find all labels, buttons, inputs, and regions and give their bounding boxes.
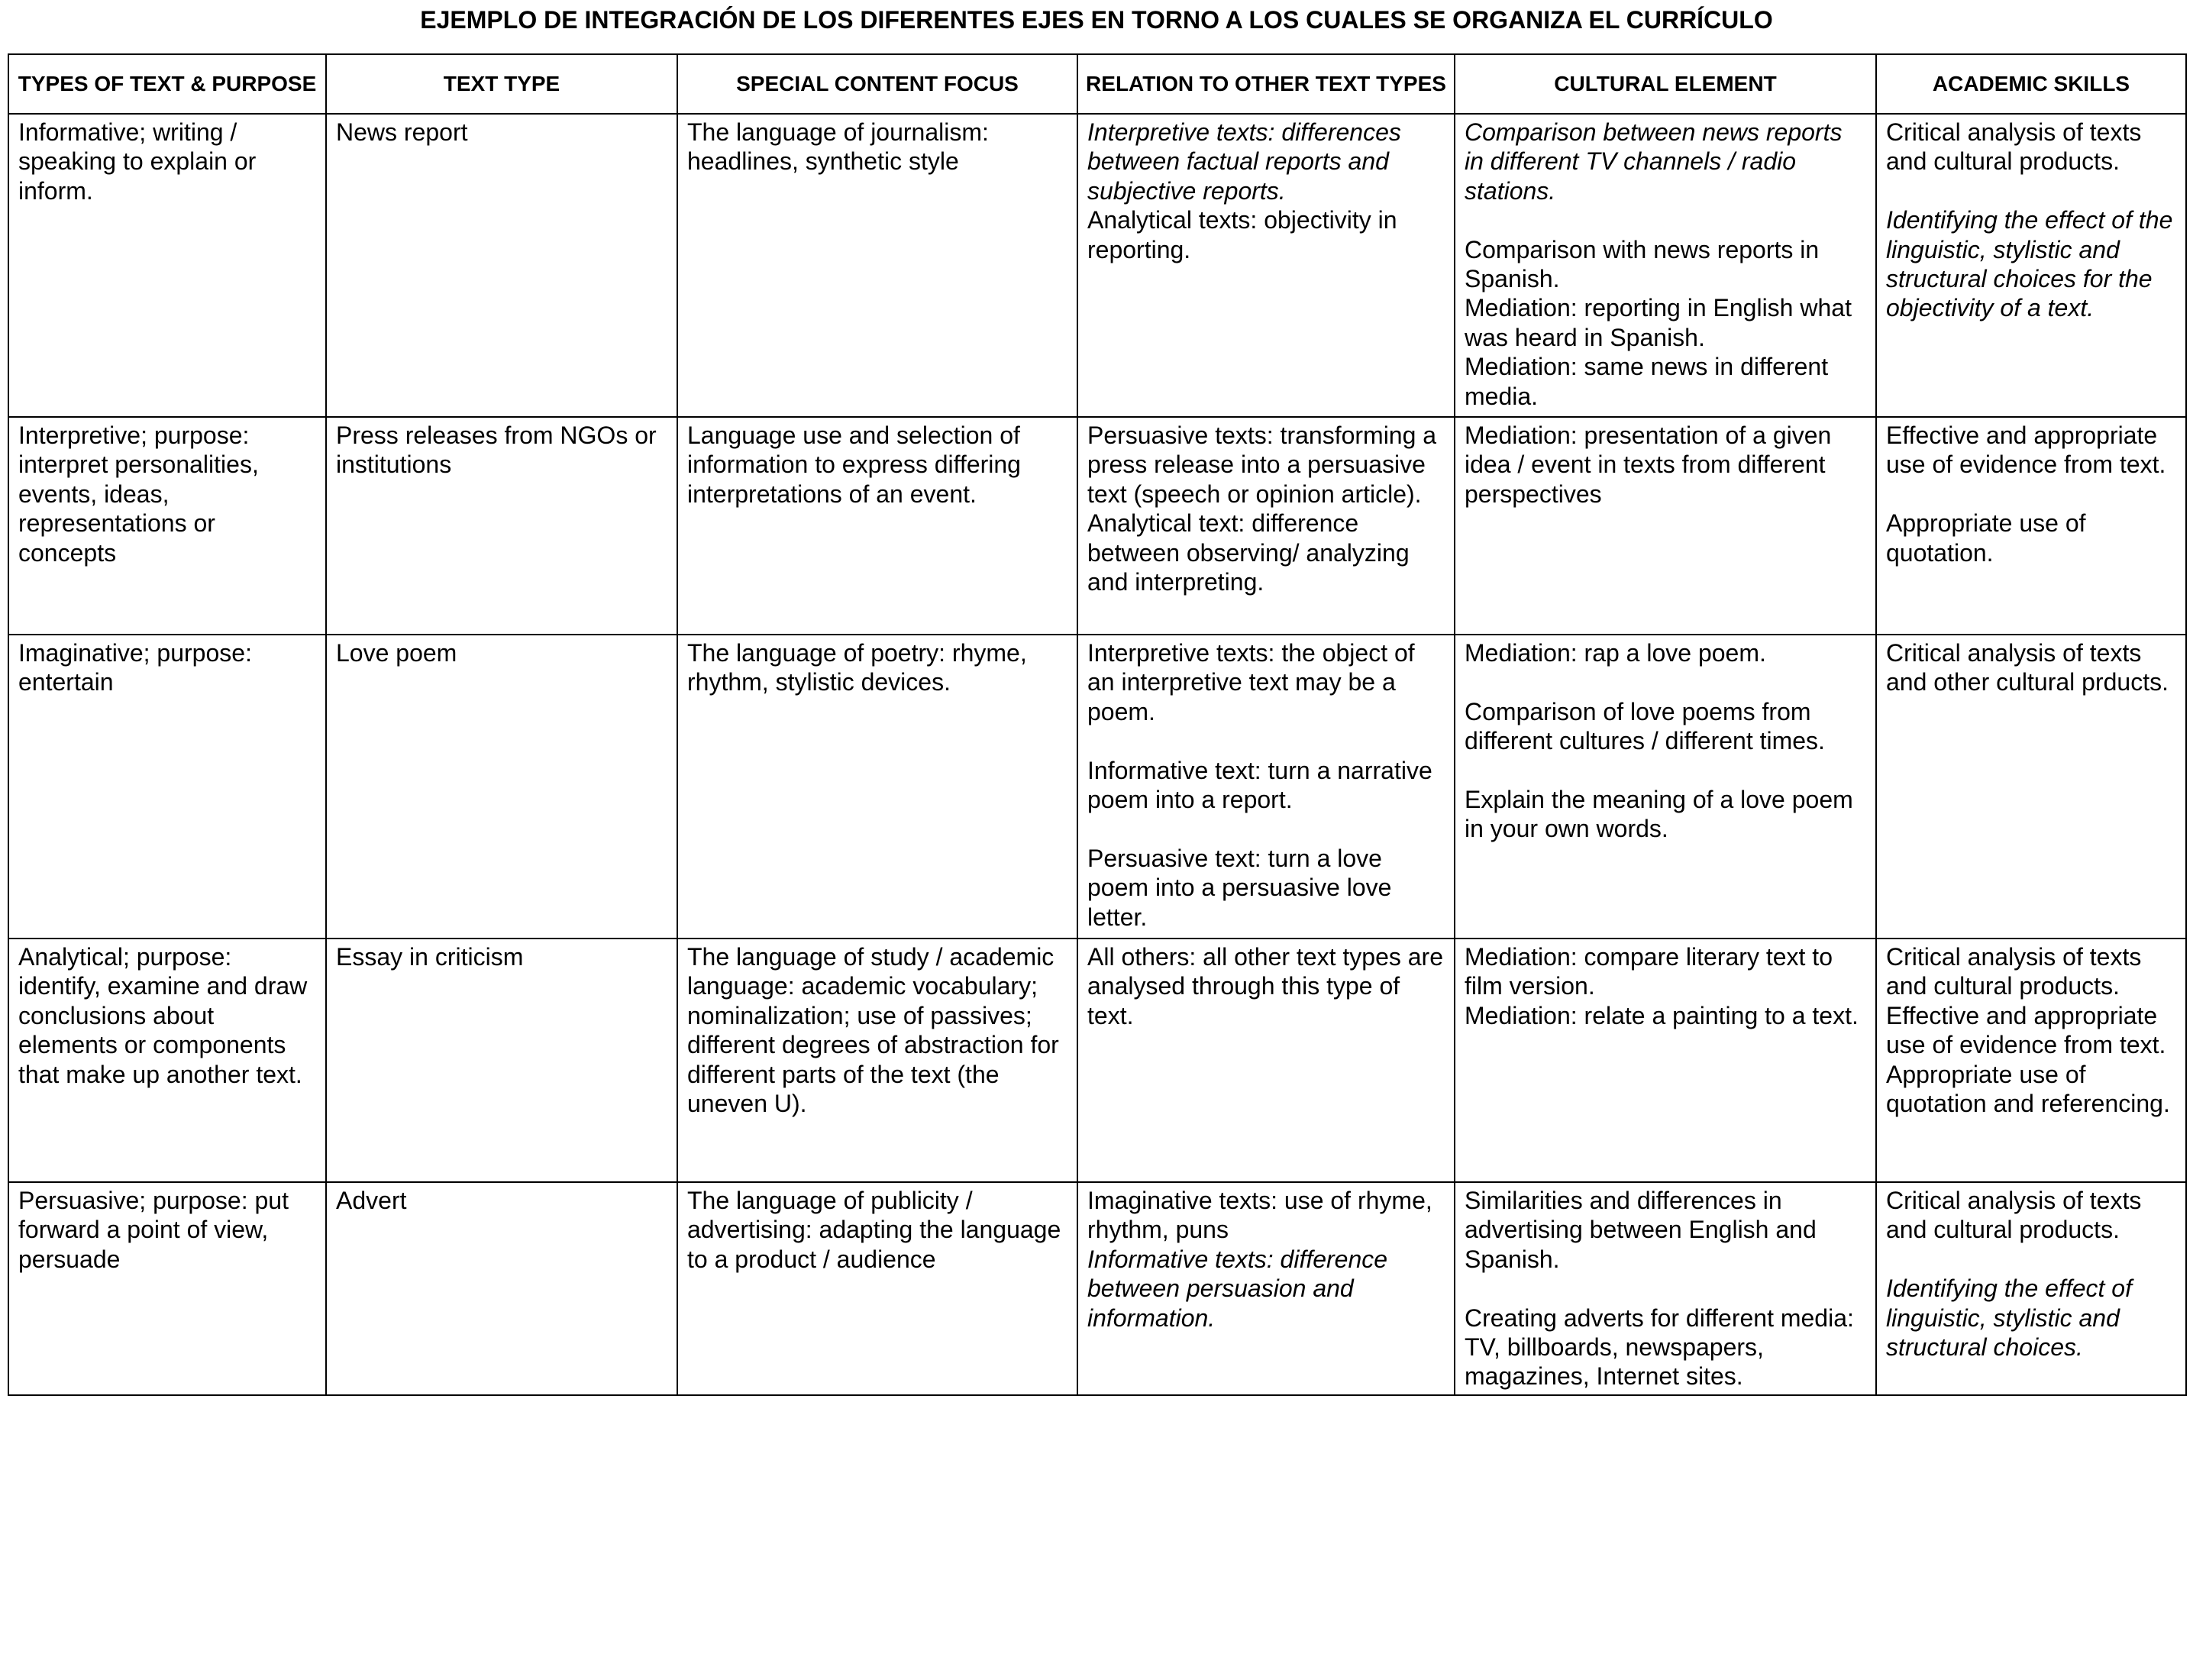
cell-content-focus bbox=[677, 635, 1077, 939]
page-title: EJEMPLO DE INTEGRACIÓN DE LOS DIFERENTES EJES EN TORNO A LOS CUALES SE ORGANIZA EL CURRÍCULO bbox=[420, 6, 1773, 34]
cell-relation bbox=[1077, 635, 1455, 939]
cell-text: Press releases from NGOs or institutions bbox=[336, 422, 657, 479]
cell-text: Persuasive texts: transforming a press release into a persuasive text (speech or opinion article). bbox=[1087, 422, 1437, 508]
cell-content-focus bbox=[677, 939, 1077, 1182]
cell-relation bbox=[1077, 1182, 1455, 1395]
cell-cultural bbox=[1455, 939, 1876, 1182]
header-academic-skills: ACADEMIC SKILLS bbox=[1876, 54, 2186, 114]
cell-type-purpose bbox=[8, 939, 326, 1182]
cell-text: Mediation: relate a painting to a text. bbox=[1465, 1001, 1859, 1029]
header-text-type: TEXT TYPE bbox=[326, 54, 677, 114]
cell-type-purpose bbox=[8, 1182, 326, 1395]
cell-text: Critical analysis of texts and cultural products. bbox=[1886, 118, 2142, 176]
cell-text: Interpretive texts: the object of an interpretive text may be a poem. bbox=[1087, 639, 1415, 725]
cell-text: Appropriate use of quotation. bbox=[1886, 509, 2086, 567]
cell-academic bbox=[1876, 635, 2186, 939]
cell-text-type bbox=[326, 635, 677, 939]
curriculum-table bbox=[8, 53, 2187, 1396]
cell-text: different degrees of abstraction for different parts of the text (the uneven U). bbox=[687, 1031, 1059, 1118]
cell-text-type bbox=[326, 114, 677, 417]
header-cultural-element: CULTURAL ELEMENT bbox=[1455, 54, 1876, 114]
cell-text: Analytical text: difference between observing/ analyzing and interpreting. bbox=[1087, 509, 1410, 596]
cell-text: The language of publicity / advertising: adapting the language to a product / audience bbox=[687, 1187, 1061, 1273]
cell-relation bbox=[1077, 939, 1455, 1182]
cell-text: Interpretive texts: differences between factual reports and subjective reports. bbox=[1087, 118, 1401, 205]
cell-text: Persuasive text: turn a love poem into a persuasive love letter. bbox=[1087, 844, 1392, 931]
table-row bbox=[8, 939, 2186, 1182]
cell-text-type bbox=[326, 1182, 677, 1395]
header-relation: RELATION TO OTHER TEXT TYPES bbox=[1077, 54, 1455, 114]
cell-text: Imaginative texts: use of rhyme, rhythm, puns bbox=[1087, 1187, 1432, 1244]
cell-text: Effective and appropriate use of evidence from text. bbox=[1886, 422, 2166, 479]
cell-text: Persuasive; purpose: put forward a point of view, persuade bbox=[18, 1187, 289, 1273]
cell-text: Mediation: rap a love poem. bbox=[1465, 639, 1766, 667]
cell-text: All others: all other text types are analysed through this type of text. bbox=[1087, 943, 1443, 1029]
cell-text: Critical analysis of texts and other cultural prducts. bbox=[1886, 639, 2169, 696]
cell-text: The language of study / academic language: academic vocabulary; nominalization; use of passives; bbox=[687, 943, 1055, 1029]
cell-text: Essay in criticism bbox=[336, 943, 524, 971]
cell-text: Effective and appropriate use of evidence from text. bbox=[1886, 1001, 2166, 1059]
cell-text: Similarities and differences in advertising between English and Spanish. bbox=[1465, 1187, 1817, 1273]
header-row bbox=[8, 54, 2186, 114]
cell-type-purpose bbox=[8, 114, 326, 417]
cell-text: The language of journalism: headlines, synthetic style bbox=[687, 118, 989, 176]
cell-text: Mediation: presentation of a given idea / event in texts from different perspectives bbox=[1465, 422, 1832, 508]
cell-text: Explain the meaning of a love poem in your own words. bbox=[1465, 786, 1853, 843]
cell-academic bbox=[1876, 114, 2186, 417]
table-row bbox=[8, 114, 2186, 417]
cell-academic bbox=[1876, 939, 2186, 1182]
cell-cultural bbox=[1455, 1182, 1876, 1395]
cell-text: Identifying the effect of linguistic, stylistic and structural choices. bbox=[1886, 1275, 2132, 1362]
cell-text: Mediation: compare literary text to film version. bbox=[1465, 943, 1833, 1000]
cell-type-purpose bbox=[8, 417, 326, 635]
cell-academic bbox=[1876, 417, 2186, 635]
cell-text-type bbox=[326, 939, 677, 1182]
cell-text: Critical analysis of texts and cultural products. bbox=[1886, 1187, 2142, 1244]
table-row bbox=[8, 417, 2186, 635]
cell-relation bbox=[1077, 417, 1455, 635]
cell-text: Analytical; purpose: identify, examine and draw conclusions about elements or components that make up another text. bbox=[18, 943, 308, 1088]
cell-text: Language use and selection of information to express differing interpretations of an event. bbox=[687, 422, 1021, 508]
cell-text: Advert bbox=[336, 1187, 407, 1214]
cell-cultural bbox=[1455, 417, 1876, 635]
cell-text: Creating adverts for different media: TV, billboards, newspapers, magazines, Internet sites. bbox=[1465, 1304, 1854, 1391]
cell-text-type bbox=[326, 417, 677, 635]
cell-text: Identifying the effect of the linguistic, stylistic and structural choices for the objectivity of a text. bbox=[1886, 206, 2173, 322]
cell-content-focus bbox=[677, 114, 1077, 417]
cell-text: Mediation: reporting in English what was heard in Spanish. bbox=[1465, 294, 1852, 351]
table-row bbox=[8, 635, 2186, 939]
table-row bbox=[8, 1182, 2186, 1395]
cell-cultural bbox=[1455, 114, 1876, 417]
cell-text: The language of poetry: rhyme, rhythm, stylistic devices. bbox=[687, 639, 1027, 696]
cell-text: Comparison between news reports in different TV channels / radio stations. bbox=[1465, 118, 1843, 205]
cell-text: Imaginative; purpose: entertain bbox=[18, 639, 252, 696]
cell-relation bbox=[1077, 114, 1455, 417]
cell-text: Informative texts: difference between persuasion and information. bbox=[1087, 1245, 1388, 1332]
cell-text: Informative text: turn a narrative poem into a report. bbox=[1087, 756, 1432, 814]
cell-text: Informative; writing / speaking to explain or inform. bbox=[18, 118, 257, 205]
header-special-content-focus: SPECIAL CONTENT FOCUS bbox=[677, 54, 1077, 114]
cell-text: Comparison of love poems from different cultures / different times. bbox=[1465, 697, 1825, 755]
cell-text: Interpretive; purpose: interpret personalities, events, ideas, representations or concepts bbox=[18, 422, 259, 567]
cell-text: Critical analysis of texts and cultural products. bbox=[1886, 943, 2142, 1000]
cell-content-focus bbox=[677, 1182, 1077, 1395]
cell-text: Mediation: same news in different media. bbox=[1465, 353, 1829, 410]
cell-content-focus bbox=[677, 417, 1077, 635]
cell-text: News report bbox=[336, 118, 468, 146]
cell-academic bbox=[1876, 1182, 2186, 1395]
cell-text: Analytical texts: objectivity in reporting. bbox=[1087, 206, 1397, 263]
cell-cultural bbox=[1455, 635, 1876, 939]
cell-text: Comparison with news reports in Spanish. bbox=[1465, 235, 1820, 293]
cell-text: Love poem bbox=[336, 639, 457, 667]
cell-text: Appropriate use of quotation and referencing. bbox=[1886, 1060, 2170, 1118]
cell-type-purpose bbox=[8, 635, 326, 939]
header-types-of-text: TYPES OF TEXT & PURPOSE bbox=[8, 54, 326, 114]
